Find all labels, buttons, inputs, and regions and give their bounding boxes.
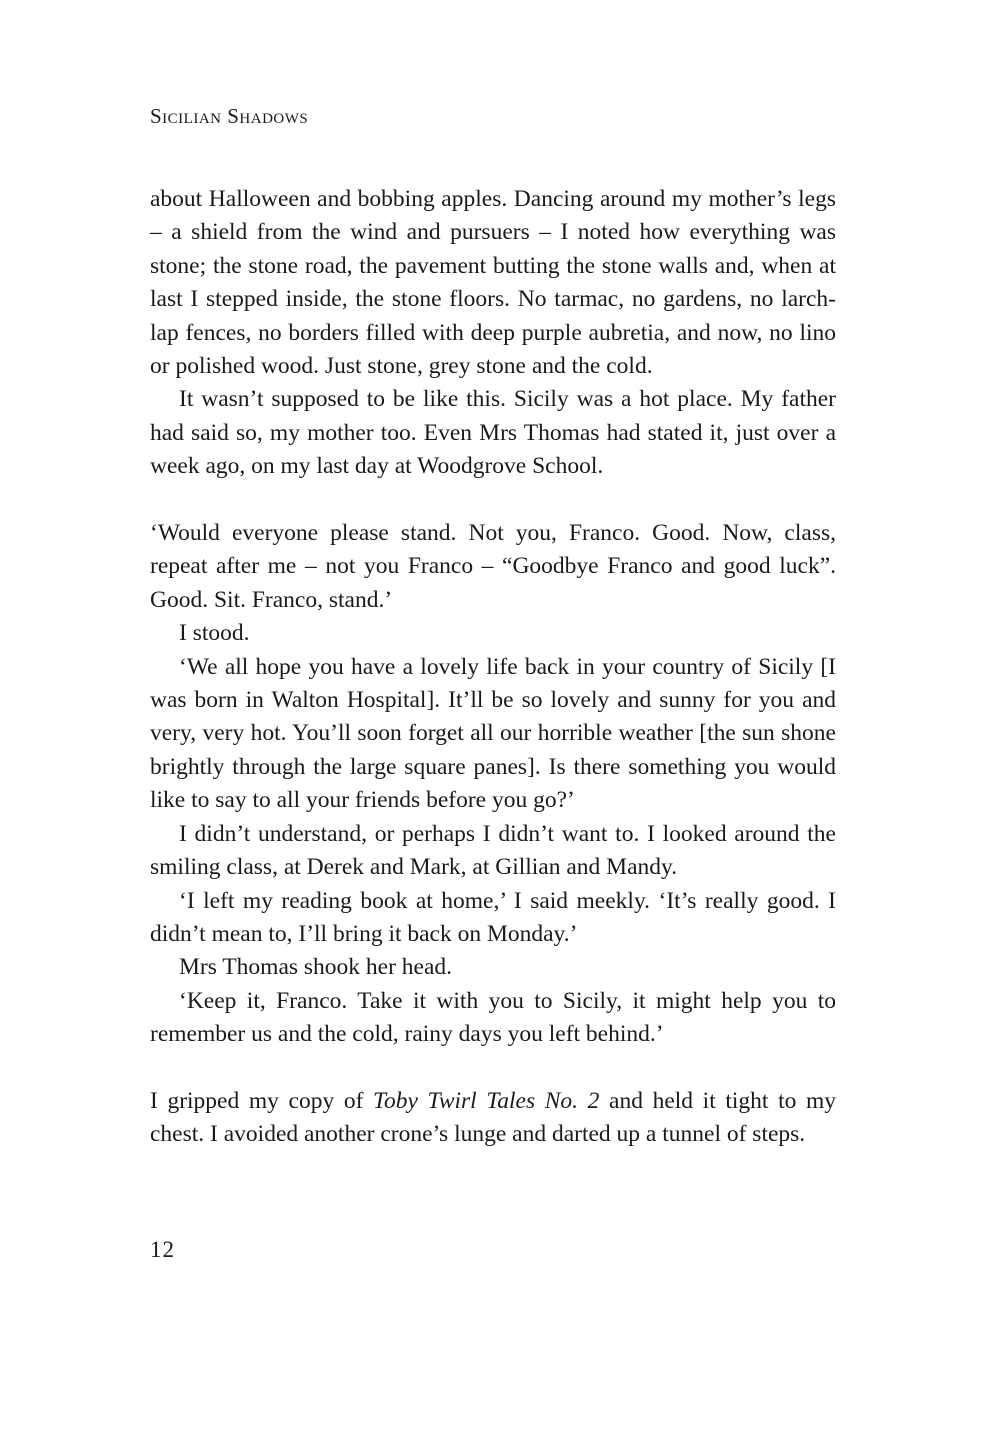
paragraph: about Halloween and bobbing apples. Dancing around my mother’s legs – a shield from the wind and pursuers – I noted how everything was stone; the stone road, the pavement butting the stone walls and, when at last I stepped inside, the stone floors. No tarmac, no gardens, no larch-lap fences, no borders filled with deep purple aubretia, and now, no lino or polished wood. Just stone, grey stone and the cold. bbox=[150, 186, 836, 380]
paragraph: I stood. bbox=[179, 620, 250, 647]
paragraph-text: and held it tight to my chest. I avoided another crone’s lunge and darted up a tunnel of steps. bbox=[150, 1087, 836, 1148]
paragraph: It wasn’t supposed to be like this. Sicily was a hot place. My father had said so, my mother too. Even Mrs Thomas had stated it, just over a week ago, on my last day at Woodgrove School. bbox=[150, 386, 836, 480]
book-page bbox=[150, 0, 836, 1434]
book-title: Toby Twirl Tales No. 2 bbox=[373, 1087, 600, 1114]
paragraph: I didn’t understand, or perhaps I didn’t want to. I looked around the smiling class, at Derek and Mark, at Gillian and Mandy. bbox=[150, 820, 836, 881]
paragraph: ‘Would everyone please stand. Not you, Franco. Good. Now, class, repeat after me – not you Franco – “Goodbye Franco and good luck”. Good. Sit. Franco, stand.’ bbox=[150, 520, 836, 613]
running-head: Sicilian Shadows bbox=[150, 104, 309, 128]
body-text bbox=[150, 183, 836, 1152]
paragraph: ‘Keep it, Franco. Take it with you to Sicily, it might help you to remember us and the cold, rainy days you left behind.’ bbox=[150, 987, 836, 1048]
paragraph-text: I gripped my copy of bbox=[150, 1087, 374, 1114]
paragraph bbox=[150, 1085, 836, 1152]
paragraph: ‘I left my reading book at home,’ I said meekly. ‘It’s really good. I didn’t mean to, I’ll bring it back on Monday.’ bbox=[150, 887, 836, 947]
page-number: 12 bbox=[150, 1237, 175, 1262]
paragraph: ‘We all hope you have a lovely life back in your country of Sicily [I was born in Walton Hospital]. It’ll be so lovely and sunny for you and very, very hot. You’ll soon forget all our horrible weather [the sun shone brightly through the large square panes]. Is there something you would like to say to all your friends before you go?’ bbox=[150, 653, 836, 814]
paragraph: Mrs Thomas shook her head. bbox=[179, 954, 453, 981]
